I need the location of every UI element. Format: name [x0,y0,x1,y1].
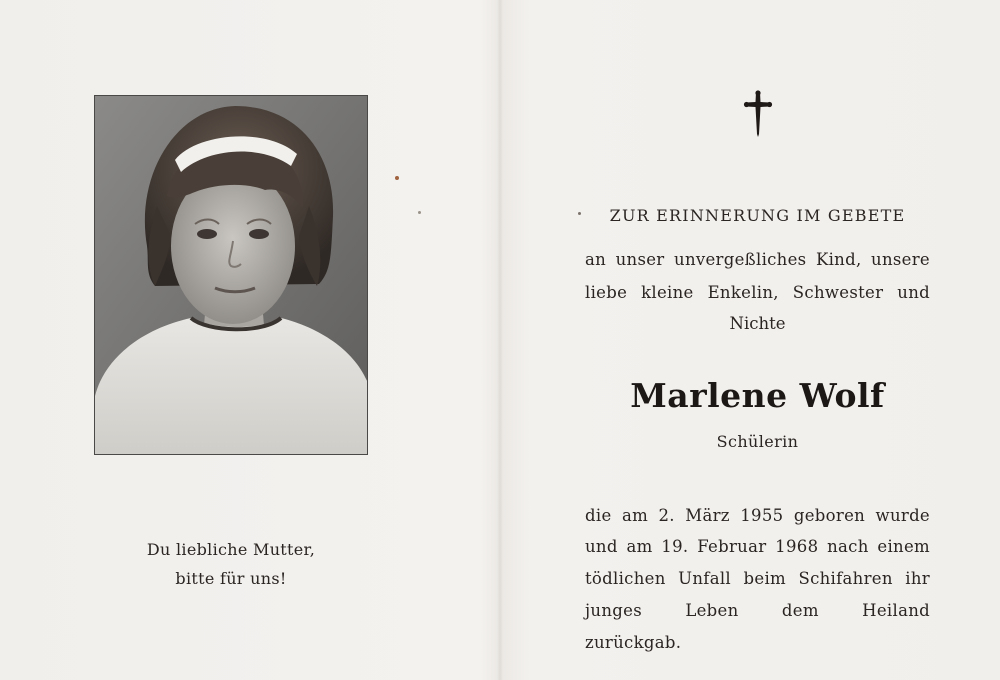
intro-line-2: liebe kleine Enkelin, Schwester und [585,283,930,302]
card-fold [497,0,503,680]
intro-line-1: an unser unvergeßliches Kind, unsere [585,250,930,269]
caption-line-2: bitte für uns! [175,569,287,588]
body-line-4: junges Leben dem Heiland zurückgab. [585,601,930,652]
paper-speck [395,176,399,180]
occupation: Schülerin [716,432,799,451]
intro-line-3: Nichte [729,314,786,333]
cross-icon [743,90,773,138]
deceased-name: Marlene Wolf [630,376,885,415]
body-line-2: und am 19. Februar 1968 nach einem [585,537,930,556]
paper-speck [418,211,421,214]
body-line-1: die am 2. März 1955 geboren wurde [585,506,930,525]
body-line-3: tödlichen Unfall beim Schifahren ihr [585,569,930,588]
paper-speck [578,212,581,215]
portrait-photo [94,95,368,455]
caption-line-1: Du liebliche Mutter, [146,540,316,559]
memorial-heading: ZUR ERINNERUNG IM GEBETE [609,206,906,225]
